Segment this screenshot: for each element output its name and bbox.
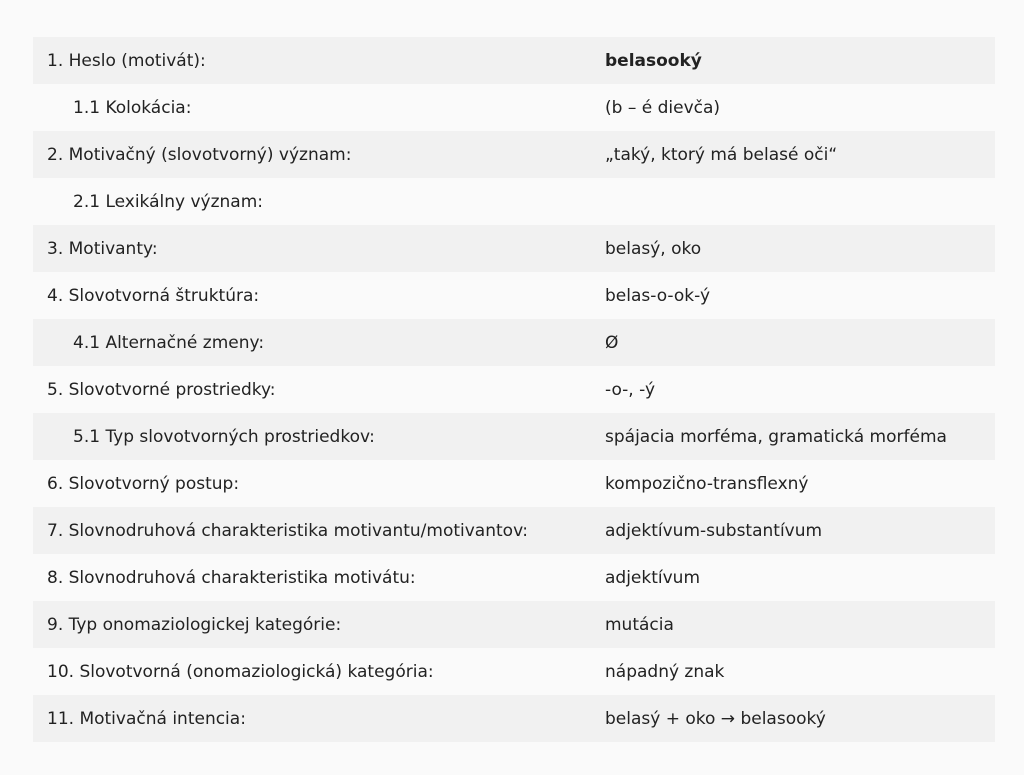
table-row	[33, 272, 995, 319]
row-value: belasý + oko → belasooký	[605, 708, 826, 729]
row-value: (b – é dievča)	[605, 97, 721, 118]
row-value: belas-o-ok-ý	[605, 285, 711, 306]
table-row	[33, 601, 995, 648]
row-value: nápadný znak	[605, 661, 725, 682]
row-label: 4.1 Alternačné zmeny:	[73, 332, 265, 353]
row-value: belasooký	[605, 50, 702, 71]
table-row	[33, 648, 995, 695]
row-label: 5. Slovotvorné prostriedky:	[47, 379, 276, 400]
row-value: „taký, ktorý má belasé oči“	[605, 144, 838, 165]
table-row	[33, 37, 995, 84]
row-value: kompozično-transflexný	[605, 473, 809, 494]
table-row	[33, 225, 995, 272]
row-label: 1.1 Kolokácia:	[73, 97, 192, 118]
row-label: 7. Slovnodruhová charakteristika motivantu/motivantov:	[47, 520, 528, 541]
row-label: 2.1 Lexikálny význam:	[73, 191, 264, 212]
table-row	[33, 84, 995, 131]
row-label: 9. Typ onomaziologickej kategórie:	[47, 614, 342, 635]
row-value: -o-, -ý	[605, 379, 656, 400]
row-value: adjektívum	[605, 567, 701, 588]
table-row	[33, 178, 995, 225]
table-row	[33, 131, 995, 178]
row-value: adjektívum-substantívum	[605, 520, 823, 541]
table-row	[33, 554, 995, 601]
row-value: belasý, oko	[605, 238, 702, 259]
table-row	[33, 413, 995, 460]
table-row	[33, 366, 995, 413]
row-label: 4. Slovotvorná štruktúra:	[47, 285, 260, 306]
table-row	[33, 507, 995, 554]
row-value: Ø	[605, 332, 619, 353]
table-row	[33, 695, 995, 742]
row-value: mutácia	[605, 614, 674, 635]
row-label: 1. Heslo (motivát):	[47, 50, 206, 71]
row-label: 6. Slovotvorný postup:	[47, 473, 240, 494]
row-label: 2. Motivačný (slovotvorný) význam:	[47, 144, 352, 165]
row-value: spájacia morféma, gramatická morféma	[605, 426, 947, 447]
row-label: 5.1 Typ slovotvorných prostriedkov:	[73, 426, 375, 447]
row-label: 3. Motivanty:	[47, 238, 158, 259]
table-row	[33, 460, 995, 507]
row-label: 10. Slovotvorná (onomaziologická) kategória:	[47, 661, 434, 682]
row-label: 11. Motivačná intencia:	[47, 708, 246, 729]
word-formation-table	[33, 37, 995, 742]
row-label: 8. Slovnodruhová charakteristika motivátu:	[47, 567, 416, 588]
table-row	[33, 319, 995, 366]
